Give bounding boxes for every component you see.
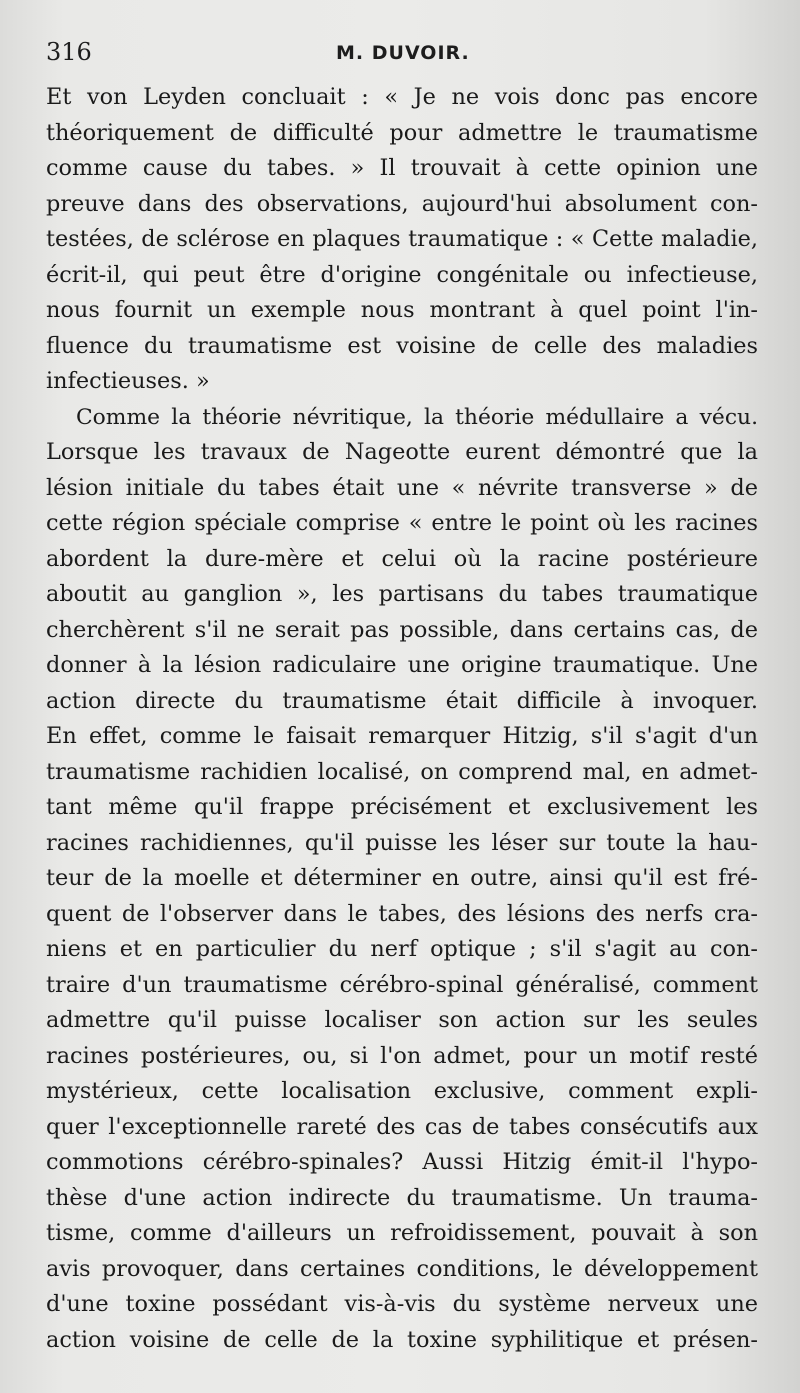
text-line: cherchèrent s'il ne serait pas possible, dans certains cas, de: [46, 616, 758, 643]
text-line: aboutit au ganglion », les partisans du tabes traumatique: [46, 581, 758, 607]
text-line: Comme la théorie névritique, la théorie médullaire a vécu.: [76, 404, 758, 430]
text-line: En effet, comme le faisait remarquer Hitzig, s'il s'agit d'un: [46, 723, 758, 749]
text-line: donner à la lésion radiculaire une origine traumatique. Une: [46, 652, 758, 678]
paragraph: [46, 400, 758, 1359]
text-line: racines rachidiennes, qu'il puisse les léser sur toute la hau-: [46, 829, 758, 856]
text-line: tisme, comme d'ailleurs un refroidissement, pouvait à son: [46, 1220, 758, 1246]
paragraph: [46, 80, 758, 400]
text-line: fluence du traumatisme est voisine de celle des maladies: [46, 332, 758, 359]
text-line: thèse d'une action indirecte du traumatisme. Un trauma-: [46, 1184, 758, 1211]
text-line: Et von Leyden concluait : « Je ne vois donc pas encore: [46, 84, 758, 110]
text-line: quer l'exceptionnelle rareté des cas de tabes consécutifs aux: [46, 1113, 758, 1140]
text-line: action voisine de celle de la toxine syphilitique et présen-: [46, 1326, 758, 1353]
text-line: commotions cérébro-spinales? Aussi Hitzig émit-il l'hypo-: [46, 1149, 758, 1175]
text-line: traumatisme rachidien localisé, on comprend mal, en admet-: [46, 758, 758, 785]
text-line: tant même qu'il frappe précisément et exclusivement les: [46, 794, 758, 820]
text-line: racines postérieures, ou, si l'on admet, pour un motif resté: [46, 1042, 758, 1069]
running-head: M. DUVOIR.: [336, 42, 470, 64]
text-line: quent de l'observer dans le tabes, des lésions des nerfs cra-: [46, 900, 758, 927]
text-line: cette région spéciale comprise « entre le point où les racines: [46, 510, 758, 536]
text-line: avis provoquer, dans certaines conditions, le développement: [46, 1255, 758, 1282]
text-line: comme cause du tabes. » Il trouvait à cette opinion une: [46, 155, 758, 181]
text-line: abordent la dure-mère et celui où la racine postérieure: [46, 545, 758, 572]
text-line: admettre qu'il puisse localiser son action sur les seules: [46, 1007, 758, 1033]
text-line: niens et en particulier du nerf optique ; s'il s'agit au con-: [46, 936, 758, 962]
text-line: Lorsque les travaux de Nageotte eurent démontré que la: [46, 439, 758, 465]
text-line: teur de la moelle et déterminer en outre, ainsi qu'il est fré-: [46, 865, 758, 891]
body-text: [46, 80, 758, 1358]
page-number: 316: [46, 38, 92, 66]
text-line: action directe du traumatisme était difficile à invoquer.: [46, 687, 758, 714]
text-line: mystérieux, cette localisation exclusive, comment expli-: [46, 1078, 758, 1104]
text-line: d'une toxine possédant vis-à-vis du système nerveux une: [46, 1291, 758, 1317]
text-line: infectieuses. »: [46, 368, 210, 394]
page-header: [46, 38, 756, 72]
text-line: théoriquement de difficulté pour admettre le traumatisme: [46, 119, 758, 146]
text-line: lésion initiale du tabes était une « névrite transverse » de: [46, 474, 758, 501]
text-line: testées, de sclérose en plaques traumatique : « Cette maladie,: [46, 226, 758, 252]
text-line: preuve dans des observations, aujourd'hui absolument con-: [46, 190, 758, 217]
text-line: nous fournit un exemple nous montrant à quel point l'in-: [46, 297, 758, 323]
text-line: traire d'un traumatisme cérébro-spinal généralisé, comment: [46, 971, 758, 998]
text-line: écrit-il, qui peut être d'origine congénitale ou infectieuse,: [46, 261, 758, 288]
